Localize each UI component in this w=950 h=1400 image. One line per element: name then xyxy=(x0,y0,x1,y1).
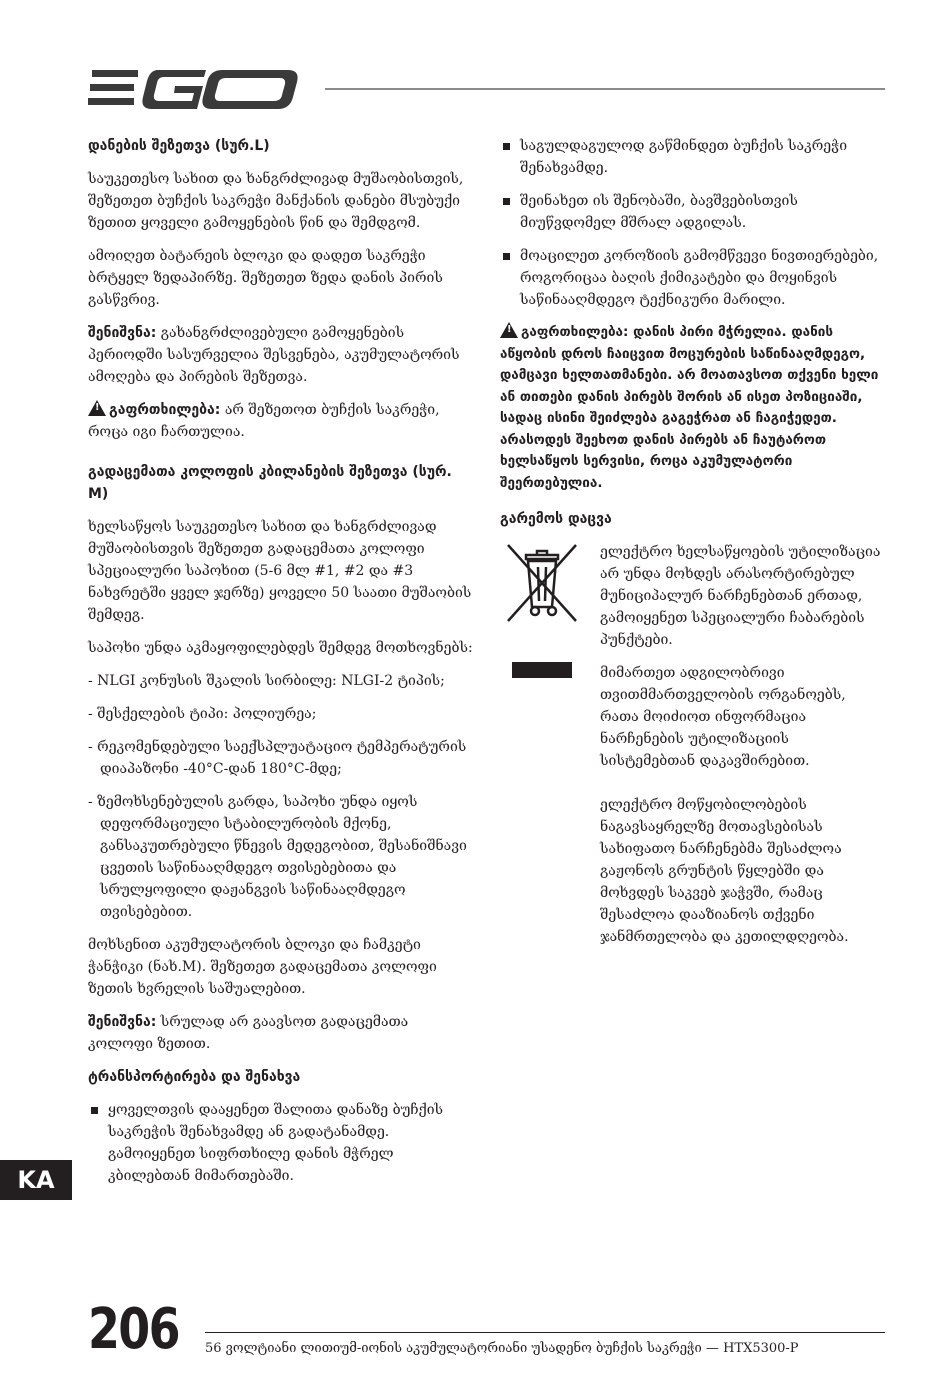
paragraph: მოხსენით აკუმულატორის ბლოკი და ჩამკეტი ჭანჭიკი (ნახ.M). შეზეთეთ გადაცემათა კოლოფი ზეთის ხვრელის საშუალებით. xyxy=(88,937,437,997)
requirement-item: - ზემოხსენებულის გარდა, საპოხი უნდა იყოს დეფორმაციული სტაბილურობის მქონე, განსაკუთრებული წნევის მედეგობით, შესანიშნავი ცვეთის საწინააღმდეგო თვისებებითა და სრულყოფილი დაჟანგვის საწინააღმდეგო თვისებებით. xyxy=(88,794,467,920)
page-number: 206 xyxy=(88,1297,179,1362)
section-title-environment: გარემოს დაცვა xyxy=(500,511,612,527)
list-item: შეინახეთ ის შენობაში, ბავშვებისთვის მიუწვდომელ მშრალ ადგილას. xyxy=(500,190,885,234)
note-label: შენიშვნა: xyxy=(88,1014,157,1030)
bullet-list xyxy=(500,135,885,311)
paragraph: ელექტრო ხელსაწყოების უტილიზაცია არ უნდა მოხდეს არასორტირებულ მუნიციპალურ ნარჩენებთან ერთად, გამოიყენეთ სპეციალური ჩაბარების პუნქტები. xyxy=(600,544,881,648)
note xyxy=(88,322,473,388)
warning-label: გაფრთხილება: xyxy=(109,402,221,418)
warning-text: დანის პირი მჭრელია. დანის აწყობის დროს ჩაიცვით მოცურების საწინააღმდეგო, დამცავი ხელთათმანები. არ მოათავსოთ თქვენი ხელი ან თითები დანის პირებს შორის ან ისეთ პოზიციაში, სადაც ისინი შეიძლება გაგეჭრათ ან ჩაგიჭედეთ. არასოდეს შეეხოთ დანის პირებს ან ჩაუტაროთ ხელსაწყოს სერვისი, როცა აკუმულატორი შეერთებულია. xyxy=(500,324,879,491)
paragraph: ხელსაწყოს საუკეთესო სახით და ხანგრძლივად მუშაობისთვის შეზეთეთ გადაცემათა კოლოფი სპეციალური საპოხით (5-6 მლ #1, #2 და #3 ნახვრეტში ყველ ჯერზე) ყოველი 50 საათი მუშაობის შემდეგ. xyxy=(88,519,472,623)
warning xyxy=(88,399,473,443)
requirement-item: - რეკომენდებული საექსპლუატაციო ტემპერატურის დიაპაზონი -40°C-დან 180°C-მდე; xyxy=(88,739,467,777)
crossed-bin-icon xyxy=(500,541,584,633)
note xyxy=(88,1011,473,1055)
weee-symbol xyxy=(500,541,590,783)
warning-icon xyxy=(88,400,106,416)
note-text: სრულად არ გაავსოთ გადაცემათა კოლოფი ზეთით. xyxy=(88,1014,409,1052)
requirement-item: - შესქელების ტიპი: პოლიურეა; xyxy=(88,706,317,722)
left-column xyxy=(88,135,473,1198)
header-rule xyxy=(325,88,885,90)
note-text: გახანგრძლივებული გამოყენების პერიოდში სასურველია შესვენება, აკუმულატორის ამოღება და პირების შეზეთვა. xyxy=(88,325,460,385)
paragraph: საპოხი უნდა აკმაყოფილებდეს შემდეგ მოთხოვნებს: xyxy=(88,640,473,656)
weee-bar xyxy=(512,662,572,678)
right-column xyxy=(500,135,885,959)
warning-label: გაფრთხილება: xyxy=(521,324,629,340)
list-item: მოაცილეთ კოროზიის გამომწვევი ნივთიერებები, როგორიცაა ბაღის ქიმიკატები და მოყინვის საწინააღმდეგო ტექნიკური მარილი. xyxy=(500,245,885,311)
warning-text: არ შეზეთოთ ბუჩქის საკრეჭი, როცა იგი ჩართულია. xyxy=(88,402,440,440)
paragraph: ამოიღეთ ბატარეის ბლოკი და დადეთ საკრეჭი ბრტყელ ზედაპირზე. შეზეთეთ ზედა დანის პირის გასწვრივ. xyxy=(88,248,443,308)
footer-text: 56 ვოლტიანი ლითიუმ-იონის აკუმულატორიანი უსადენო ბუჩქის საკრეჭი — HTX5300-P xyxy=(205,1341,799,1356)
language-tab: KA xyxy=(0,1160,72,1200)
list-item: საგულდაგულოდ გაწმინდეთ ბუჩქის საკრეჭი შენახვამდე. xyxy=(500,135,885,179)
environment-row xyxy=(500,541,885,783)
section-title-gearbox: გადაცემათა კოლოფის კბილანების შეზეთვა (სურ. M) xyxy=(88,464,452,502)
section-title-transport-storage: ტრანსპორტირება და შენახვა xyxy=(88,1069,301,1085)
warning-blade xyxy=(500,322,885,494)
paragraph: მიმართეთ ადგილობრივი თვითმმართველობის ორგანოებს, რათა მოიძიოთ ინფორმაცია ნარჩენების უტილიზაციის სისტემებთან დაკავშირებით. xyxy=(600,665,846,769)
requirement-item: - NLGI კონუსის შკალის სირბილე: NLGI-2 ტიპის; xyxy=(88,673,445,689)
section-title-blade-lubrication: დანების შეზეთვა (სურ.L) xyxy=(88,138,270,154)
ego-logo xyxy=(88,62,303,114)
list-item: ყოველთვის დააყენეთ შალითა დანაზე ბუჩქის საკრეჭის შენახვამდე ან გადატანამდე. გამოიყენეთ სიფრთხილე დანის მჭრელ კბილებთან მიმართებაში. xyxy=(88,1099,473,1187)
environment-text xyxy=(600,541,885,783)
paragraph: საუკეთესო სახით და ხანგრძლივად მუშაობისთვის, შეზეთეთ ბუჩქის საკრეჭი მანქანის დანები მსუბუქი ზეთით ყოველი გამოყენების წინ და შემდგომ. xyxy=(88,171,464,231)
note-label: შენიშვნა: xyxy=(88,325,157,341)
warning-icon xyxy=(500,322,518,338)
bullet-list xyxy=(88,1099,473,1187)
footer-rule xyxy=(205,1332,885,1333)
paragraph: ელექტრო მოწყობილობების ნაგავსაყრელზე მოთავსებისას სახიფათო ნარჩენებმა შესაძლოა გაჟონოს გრუნტის წყლებში და მოხვდეს საკვებ ჯაჭვში, რამაც შესაძლოა დააზიანოს თქვენი ჯანმრთელობა და კეთილდღეობა. xyxy=(600,797,849,945)
